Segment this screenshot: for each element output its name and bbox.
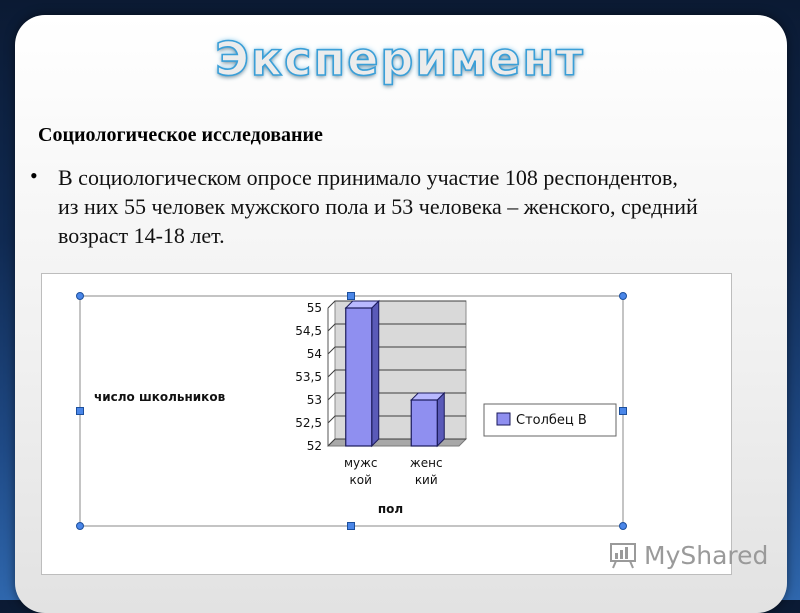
watermark (608, 537, 768, 573)
y-tick-label: 52 (306, 439, 322, 453)
bar-chart (42, 274, 731, 574)
resize-handle[interactable] (77, 293, 84, 300)
bar-side (372, 301, 379, 446)
x-tick-label: кой (349, 473, 372, 487)
presentation-board-icon (608, 540, 638, 570)
x-axis-title: пол (377, 502, 404, 516)
slide-title: Эксперимент (215, 32, 585, 86)
bar (411, 400, 437, 446)
legend-label: Столбец B (516, 413, 587, 428)
resize-handle[interactable] (620, 293, 627, 300)
bar-side (437, 393, 444, 446)
bullet-marker: • (30, 163, 38, 188)
watermark-text: MyShared (644, 540, 769, 570)
bar (346, 308, 372, 446)
resize-handle[interactable] (620, 408, 627, 415)
resize-handle[interactable] (77, 523, 84, 530)
y-tick-label: 54 (306, 347, 322, 361)
y-tick-label: 53 (306, 393, 322, 407)
y-tick-label: 53,5 (295, 370, 322, 384)
resize-handle[interactable] (77, 408, 84, 415)
resize-handle[interactable] (620, 523, 627, 530)
y-tick-label: 52,5 (295, 416, 322, 430)
y-tick-label: 55 (306, 301, 322, 315)
x-tick-label: женс (409, 456, 443, 470)
y-tick-label: 54,5 (295, 324, 322, 338)
x-tick-label: кий (414, 473, 438, 487)
chart-frame[interactable] (41, 273, 732, 575)
legend-swatch (497, 413, 510, 425)
x-tick-label: мужс (343, 456, 378, 470)
slide-subtitle: Социологическое исследование (38, 124, 323, 146)
resize-handle[interactable] (348, 293, 355, 300)
y-axis-title: число школьников (94, 390, 226, 404)
resize-handle[interactable] (348, 523, 355, 530)
bullet-text: В социологическом опросе принимало участие 108 респондентов, из них 55 человек мужского пола и 53 человека – женского, средний возраст 14-18 лет. (58, 165, 698, 248)
